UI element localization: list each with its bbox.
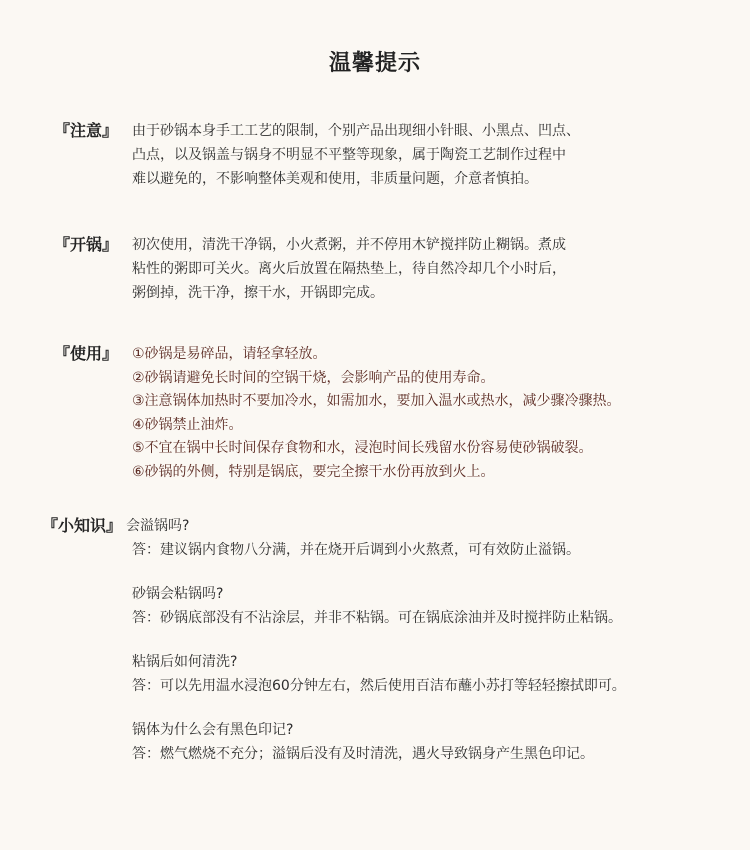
tips-text	[126, 514, 737, 786]
tips-label: 『小知识』	[42, 516, 123, 535]
qa-question: 会溢锅吗?	[126, 518, 190, 534]
notice-label: 『注意』	[54, 121, 119, 140]
qa-answer: 答：砂锅底部没有不沾涂层，并非不粘锅。可在锅底涂油并及时搅拌防止粘锅。	[132, 610, 622, 626]
notice-line: 由于砂锅本身手工工艺的限制，个别产品出现细小针眼、小黑点、凹点、	[132, 123, 580, 139]
qa-question: 砂锅会粘锅吗?	[132, 586, 224, 602]
usage-item: ③注意锅体加热时不要加冷水，如需加水，要加入温水或热水，减少骤冷骤热。	[132, 393, 621, 410]
usage-item: ①砂锅是易碎品，请轻拿轻放。	[132, 346, 327, 362]
seasoning-line: 初次使用，清洗干净锅，小火煮粥，并不停用木铲搅拌防止糊锅。煮成	[132, 237, 566, 253]
usage-text	[132, 342, 737, 484]
qa-answer: 答：可以先用温水浸泡60分钟左右，然后使用百洁布蘸小苏打等轻轻擦拭即可。	[132, 678, 626, 694]
usage-item: ④砂锅禁止油炸。	[132, 416, 243, 433]
usage-label: 『使用』	[54, 344, 119, 363]
qa-item	[126, 514, 737, 562]
seasoning-line: 粥倒掉，洗干净，擦干水，开锅即完成。	[132, 285, 384, 301]
notice-text	[132, 119, 737, 191]
usage-item: ⑥砂锅的外侧，特别是锅底，要完全擦干水份再放到火上。	[132, 463, 495, 480]
seasoning-label: 『开锅』	[54, 235, 119, 254]
usage-item: ②砂锅请避免长时间的空锅干烧，会影响产品的使用寿命。	[132, 369, 495, 386]
qa-item	[132, 582, 737, 630]
notice-line: 凸点，以及锅盖与锅身不明显不平整等现象，属于陶瓷工艺制作过程中	[132, 147, 566, 163]
notice-line: 难以避免的，不影响整体美观和使用，非质量问题，介意者慎拍。	[132, 171, 538, 187]
usage-item: ⑤不宜在锅中长时间保存食物和水，浸泡时间长残留水份容易使砂锅破裂。	[132, 440, 593, 457]
seasoning-line: 粘性的粥即可关火。离火后放置在隔热垫上，待自然冷却几个小时后，	[132, 261, 566, 277]
qa-answer: 答：建议锅内食物八分满，并在烧开后调到小火熬煮，可有效防止溢锅。	[132, 542, 580, 558]
qa-question: 粘锅后如何清洗?	[132, 654, 238, 670]
qa-question: 锅体为什么会有黑色印记?	[132, 722, 294, 738]
seasoning-text	[132, 233, 737, 305]
qa-item	[132, 718, 737, 766]
qa-answer: 答：燃气燃烧不充分；溢锅后没有及时清洗，遇火导致锅身产生黑色印记。	[132, 746, 594, 762]
page-title: 温馨提示	[328, 51, 421, 76]
qa-item	[132, 650, 737, 698]
